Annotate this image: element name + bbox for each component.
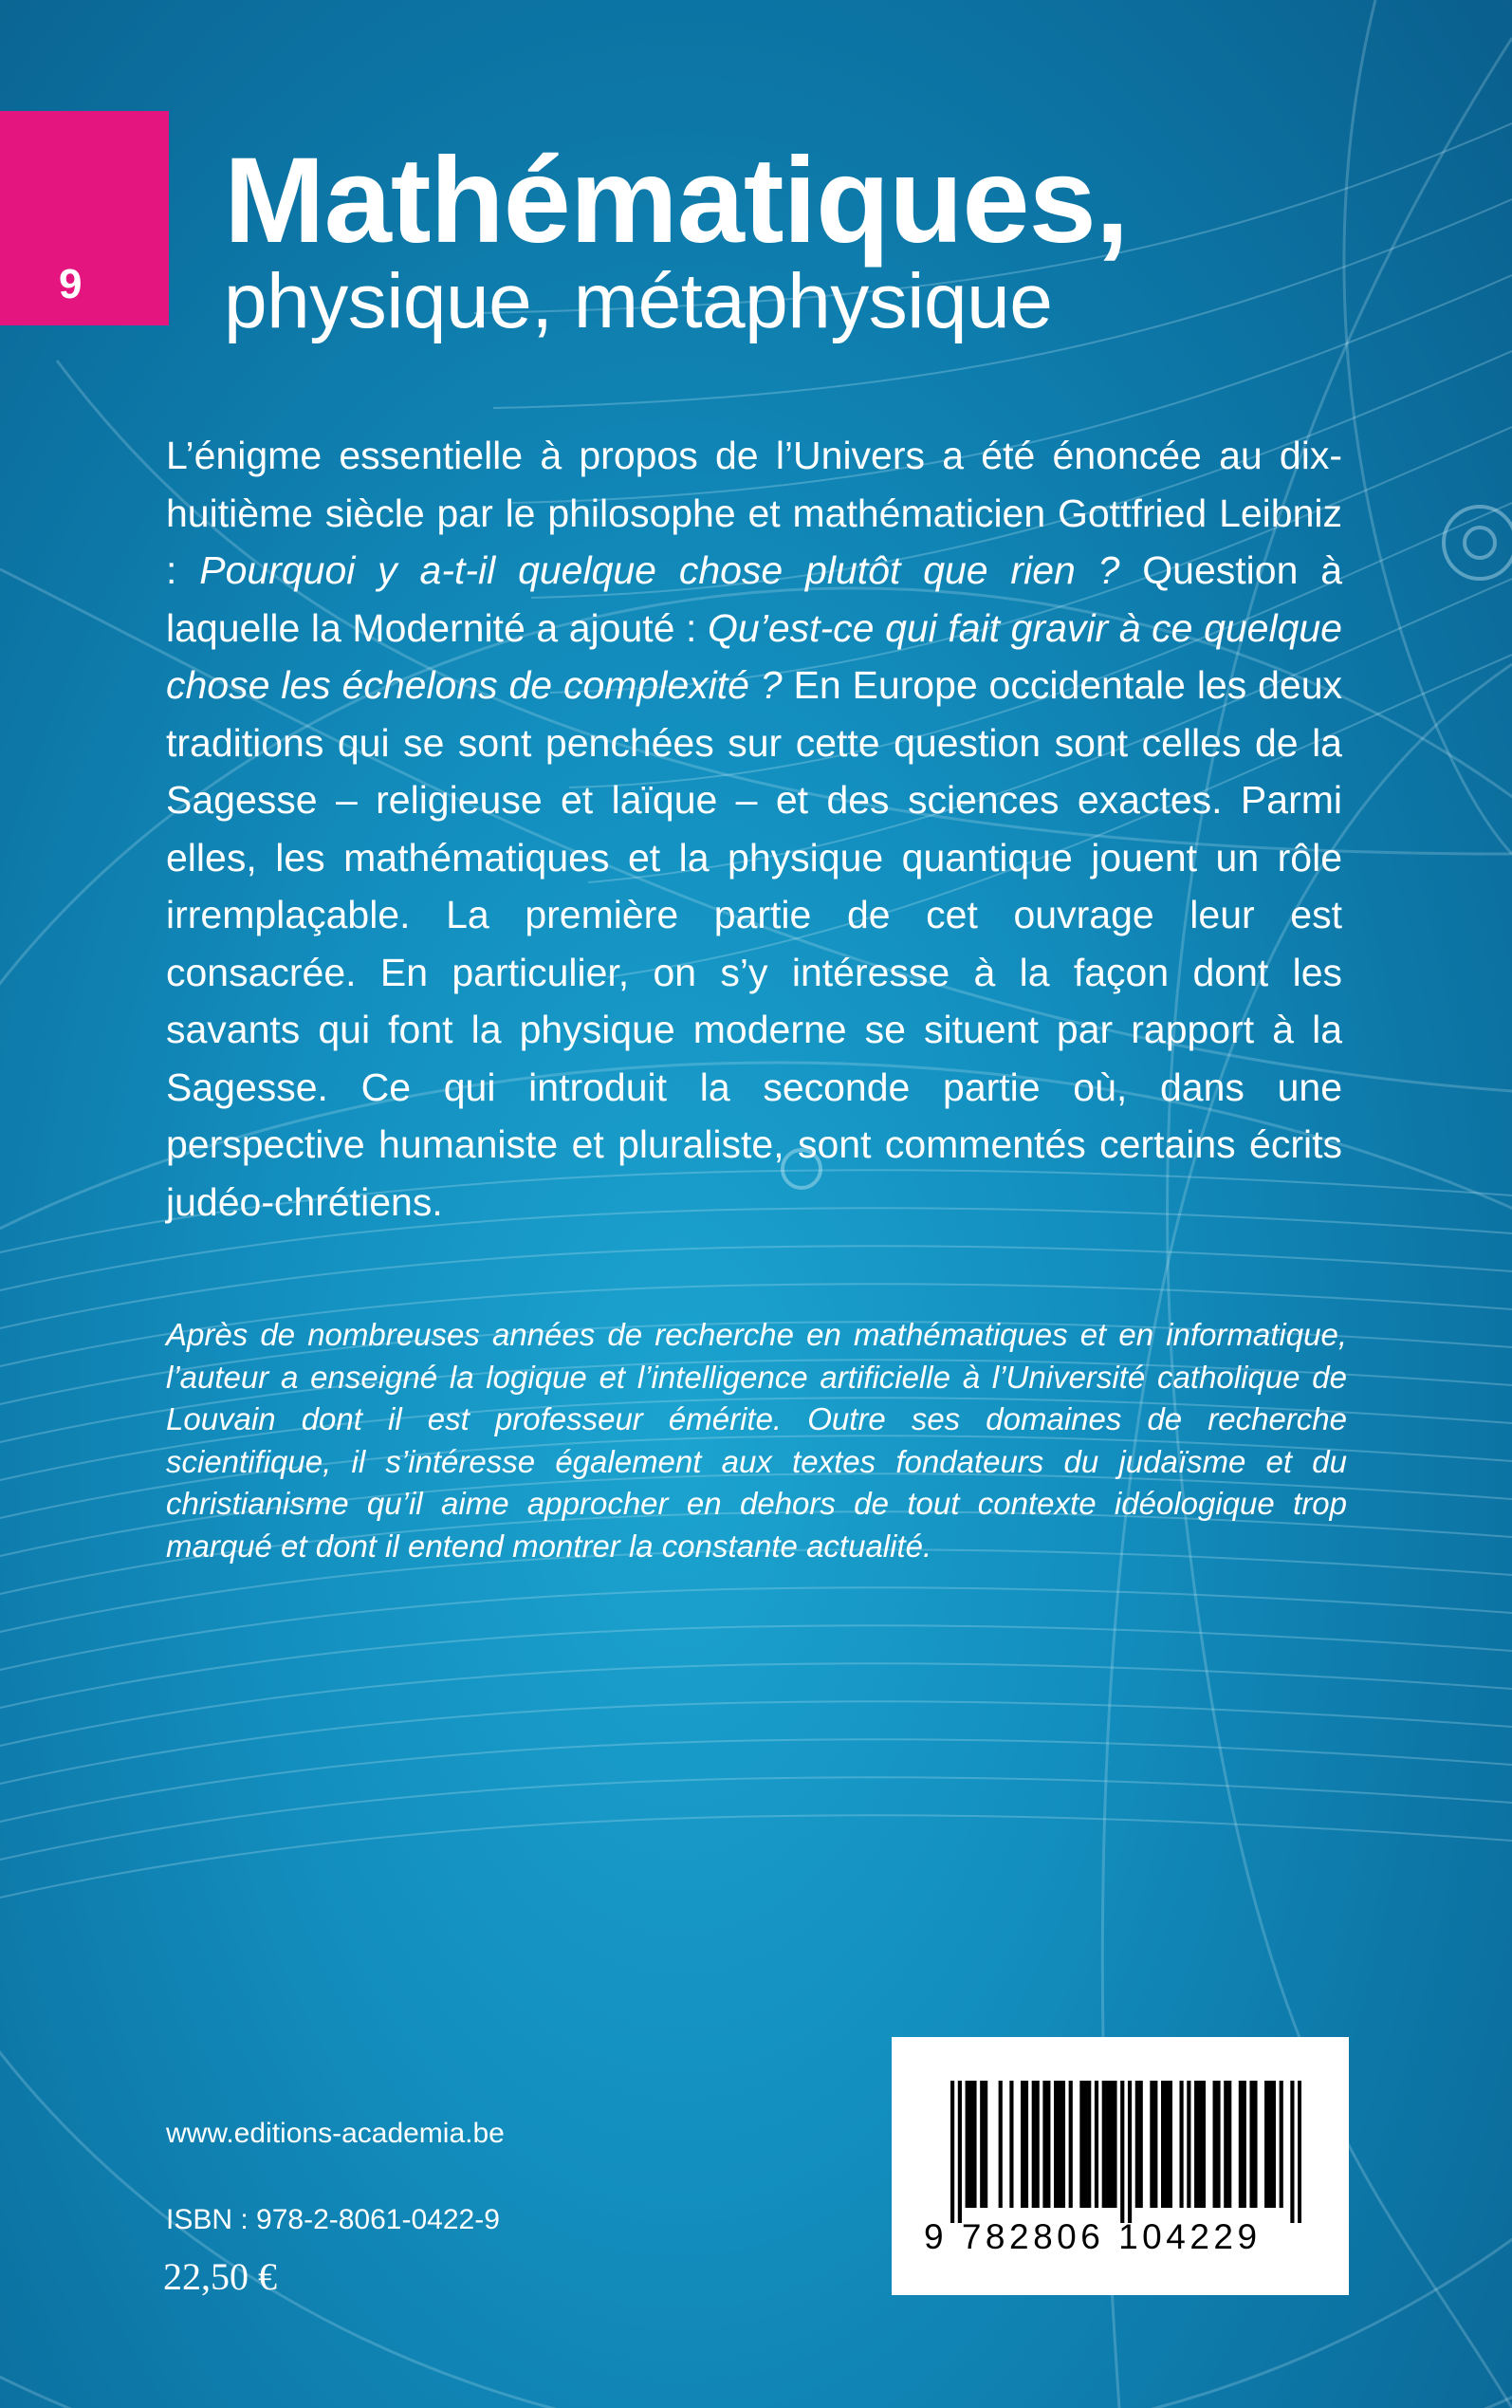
series-number: 9 bbox=[59, 261, 83, 307]
barcode-bar bbox=[1128, 2081, 1132, 2223]
barcode-bar bbox=[1239, 2081, 1243, 2208]
barcode-bar bbox=[1202, 2081, 1206, 2208]
barcode-bar bbox=[1179, 2081, 1183, 2208]
barcode-bar bbox=[1249, 2081, 1253, 2208]
barcode-bar bbox=[1042, 2081, 1046, 2208]
barcode-bar bbox=[1227, 2081, 1231, 2208]
barcode-bar bbox=[1021, 2081, 1024, 2208]
summary-text-1: L’énigme essentielle à propos de l’Univers a été énoncée au dix-huitième siècle par le philosophe et mathématicien Gottfried Leibniz : bbox=[166, 434, 1342, 592]
barcode-bar bbox=[984, 2081, 987, 2208]
barcode-bar bbox=[968, 2081, 972, 2208]
book-summary bbox=[166, 427, 1342, 1231]
barcode-bar bbox=[1161, 2081, 1165, 2208]
price: 22,50 € bbox=[163, 2255, 277, 2298]
barcode-bar bbox=[1253, 2081, 1257, 2208]
barcode-bar bbox=[1139, 2081, 1143, 2208]
summary-text-3: En Europe occidentale les deux traditions qui se sont penchées sur cette question sont celles de la Sagesse – religieuse et laïque – et des sciences exactes. Parmi elles, les mathématiques et la physique quantique jouent un rôle irremplaçable. La première partie de cet ouvrage leur est consacrée. En particulier, on s’y intéresse à la façon dont les savants qui font la physique moderne se situent par rapport à la Sagesse. Ce qui introduit la seconde partie où, dans une perspective humaniste et pluraliste, sont commentés certains écrits judéo-chrétiens. bbox=[166, 663, 1342, 1224]
barcode-bar bbox=[1109, 2081, 1113, 2208]
barcode-bar bbox=[1153, 2081, 1157, 2208]
barcode-bar bbox=[1135, 2081, 1139, 2208]
barcode-bar bbox=[1194, 2081, 1198, 2208]
summary-quote-1: Pourquoi y a-t-il quelque chose plutôt que rien ? bbox=[199, 548, 1120, 592]
barcode bbox=[892, 2037, 1349, 2295]
author-bio: Après de nombreuses années de recherche en mathématiques et en informatique, l’auteur a enseigné la logique et l’intelligence artificielle à l’Université catholique de Louvain dont il est professeur émérite. Outre ses domaines de recherche scientifique, il s’intéresse également aux textes fondateurs du judaïsme et du christianisme qu’il aime approcher en dehors de tout contexte idéologique trop marqué et dont il entend montrer la constante actualité. bbox=[166, 1317, 1347, 1564]
barcode-bar bbox=[1054, 2081, 1058, 2208]
barcode-bar bbox=[1213, 2081, 1217, 2208]
barcode-bar bbox=[1069, 2081, 1073, 2208]
barcode-bar bbox=[1113, 2081, 1116, 2208]
isbn: ISBN : 978-2-8061-0422-9 bbox=[166, 2204, 500, 2235]
barcode-bar bbox=[1083, 2081, 1087, 2208]
barcode-bar bbox=[972, 2081, 976, 2208]
barcode-bar bbox=[1187, 2081, 1190, 2208]
book-subtitle: physique, métaphysique bbox=[224, 258, 1053, 344]
barcode-bar bbox=[966, 2081, 969, 2208]
barcode-bars bbox=[950, 2081, 1301, 2223]
barcode-bar bbox=[1272, 2081, 1276, 2208]
barcode-bar bbox=[1058, 2081, 1061, 2208]
summary-text-2: Question à laquelle la Modernité a ajouté : bbox=[166, 548, 1343, 650]
barcode-bar bbox=[950, 2081, 954, 2223]
summary-quote-2: Qu’est-ce qui fait gravir à ce quelque chose les échelons de complexité ? bbox=[166, 605, 1342, 707]
barcode-bar bbox=[958, 2081, 962, 2223]
barcode-bar bbox=[1280, 2081, 1283, 2208]
barcode-bar bbox=[1095, 2081, 1098, 2208]
barcode-bar bbox=[1243, 2081, 1246, 2208]
barcode-bar bbox=[1150, 2081, 1153, 2208]
barcode-bar bbox=[1169, 2081, 1172, 2208]
barcode-bar bbox=[1032, 2081, 1036, 2208]
barcode-bar bbox=[1268, 2081, 1272, 2208]
publisher-website: www.editions-academia.be bbox=[166, 2118, 505, 2149]
barcode-bar bbox=[1061, 2081, 1065, 2208]
barcode-bar bbox=[1120, 2081, 1124, 2223]
barcode-bar bbox=[1198, 2081, 1202, 2208]
barcode-bar bbox=[1009, 2081, 1013, 2208]
barcode-bar bbox=[1224, 2081, 1227, 2208]
book-title: Mathématiques, bbox=[224, 133, 1129, 269]
barcode-bar bbox=[1036, 2081, 1040, 2208]
barcode-bar bbox=[999, 2081, 1003, 2208]
barcode-bar bbox=[1079, 2081, 1083, 2208]
barcode-bar bbox=[1298, 2081, 1301, 2223]
barcode-bar bbox=[1165, 2081, 1169, 2208]
barcode-bar bbox=[1216, 2081, 1220, 2208]
barcode-digits: 9 782806 104229 bbox=[924, 2217, 1262, 2256]
barcode-bar bbox=[1264, 2081, 1268, 2208]
barcode-bar bbox=[1290, 2081, 1294, 2223]
barcode-bar bbox=[1102, 2081, 1106, 2208]
barcode-bar bbox=[1024, 2081, 1028, 2208]
barcode-bar bbox=[980, 2081, 984, 2208]
barcode-bar bbox=[1106, 2081, 1110, 2208]
barcode-bar bbox=[1087, 2081, 1091, 2208]
barcode-bar bbox=[1046, 2081, 1050, 2208]
series-tab bbox=[0, 111, 169, 325]
